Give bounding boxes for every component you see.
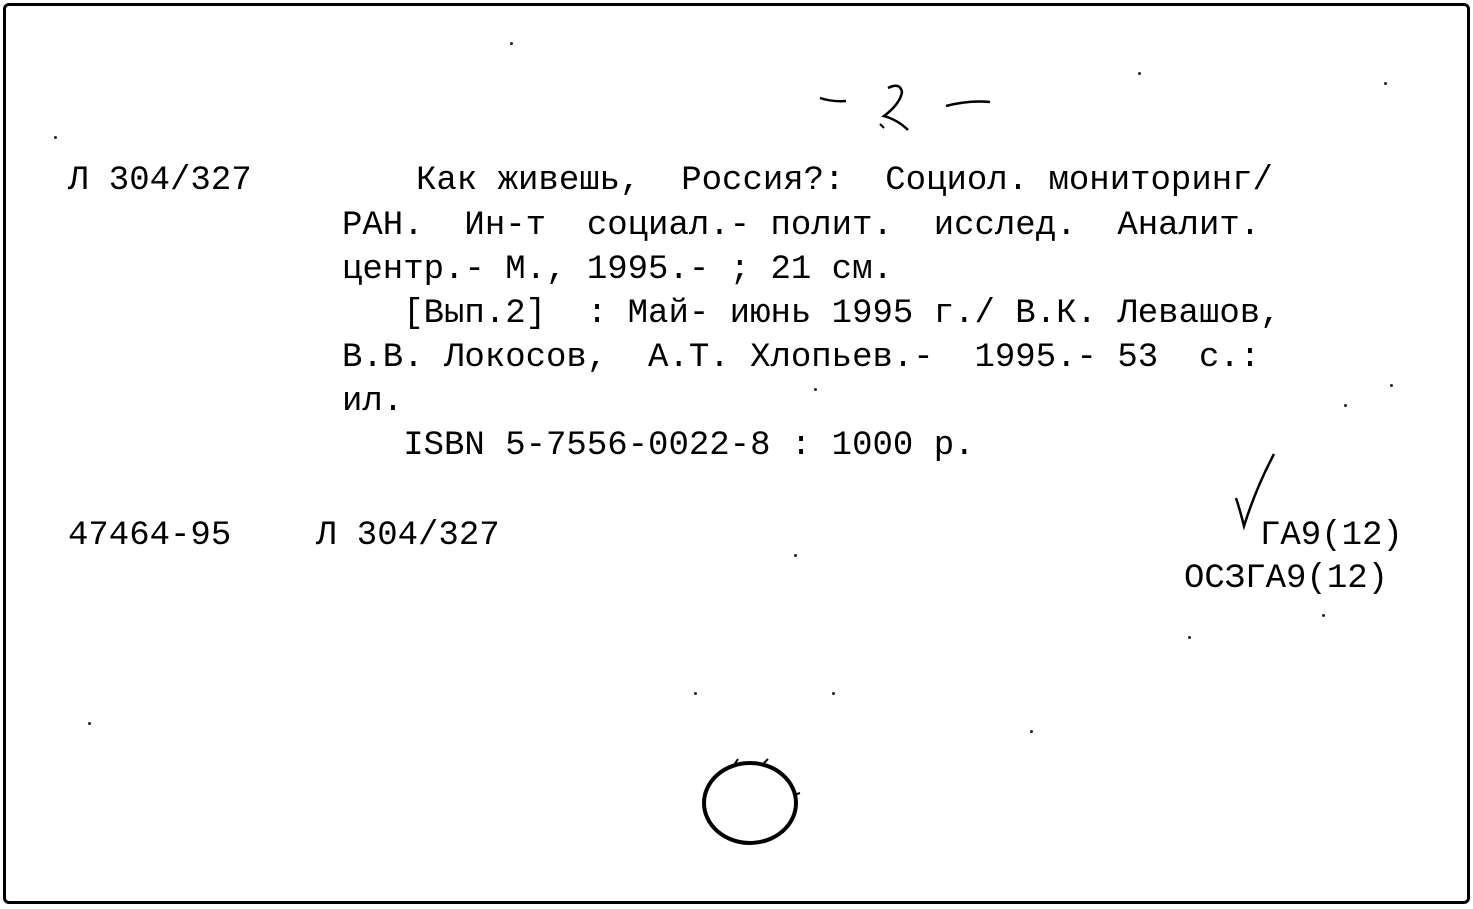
speck — [694, 692, 697, 695]
holding-1: ГА9(12) — [1260, 517, 1403, 555]
speck — [1390, 384, 1393, 387]
catalog-card — [3, 3, 1470, 904]
speck — [1030, 730, 1033, 733]
call-number-repeat: Л 304/327 — [316, 517, 500, 555]
speck — [794, 554, 797, 557]
punch-hole-icon — [694, 751, 806, 855]
speck — [832, 692, 835, 695]
handwritten-mark-top — [814, 74, 1004, 138]
speck — [814, 388, 817, 391]
speck — [1344, 404, 1347, 407]
card-line-4: [Вып.2] : Май- июнь 1995 г./ В.К. Левашов, — [342, 295, 1281, 333]
card-line-3: центр.- М., 1995.- ; 21 см. — [342, 251, 893, 289]
call-number: Л 304/327 — [68, 162, 252, 200]
card-line-2: РАН. Ин-т социал.- полит. исслед. Аналит. — [342, 207, 1261, 245]
speck — [54, 136, 57, 139]
speck — [1138, 72, 1141, 75]
card-line-6: ил. — [342, 383, 404, 421]
speck — [510, 42, 513, 45]
card-line-isbn: ISBN 5-7556-0022-8 : 1000 р. — [342, 427, 975, 465]
speck — [88, 722, 91, 725]
speck — [1384, 82, 1387, 85]
card-line-1: Как живешь, Россия?: Социол. мониторинг/ — [416, 162, 1273, 200]
holding-2: ОСЗГА9(12) — [1184, 560, 1389, 598]
inventory-number: 47464-95 — [68, 517, 232, 555]
card-line-5: В.В. Локосов, А.Т. Хлопьев.- 1995.- 53 с.: — [342, 339, 1261, 377]
speck — [1322, 614, 1325, 617]
speck — [1188, 636, 1191, 639]
